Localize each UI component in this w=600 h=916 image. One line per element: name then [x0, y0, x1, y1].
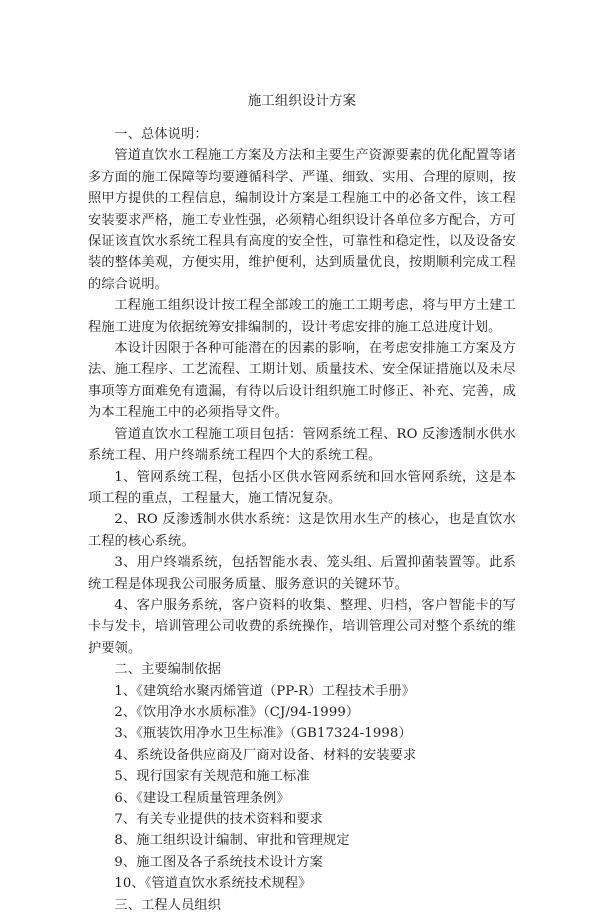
list-item: 2、《饮用净水水质标准》（CJ/94-1999） [114, 704, 360, 720]
list-item: 9、施工图及各子系统技术设计方案 [114, 854, 323, 870]
list-item: 3、《瓶装饮用净水卫生标准》（GB17324-1998） [114, 726, 412, 742]
section-heading-basis: 二、主要编制依据 [114, 662, 222, 678]
list-item: 6、《建设工程质量管理条例》 [114, 790, 290, 806]
paragraph: 本设计因限于各种可能潜在的因素的影响，在考虑安排施工方案及方法、施工程序、工艺流程、工期计划、质量技术、安全保证措施以及未尽事项等方面难免有遗漏，有待以后设计组织施工时修正、补充、完善，成为本工程施工中的必须指导文件。 [88, 341, 516, 421]
document-page [88, 92, 516, 916]
section-heading-staffing: 三、工程人员组织 [114, 897, 222, 913]
paragraph: 管道直饮水工程施工方案及方法和主要生产资源要素的优化配置等诸多方面的施工保障等均要遵循科学、严谨、细致、实用、合理的原则，按照甲方提供的工程信息，编制设计方案是工程施工中的必备文件，该工程安装要求严格，施工专业性强，必须精心组织设计各单位多方配合，方可保证该直饮水系统工程具有高度的安全性，可靠性和稳定性，以及设备安装的整体美观，方便实用，维护便利，达到质量优良，按期顺利完成工程的综合说明。 [88, 148, 516, 292]
paragraph: 管道直饮水工程施工项目包括：管网系统工程、RO 反渗透制水供水系统工程、用户终端系统工程四个大的系统工程。 [88, 426, 516, 464]
list-item: 10、《管道直饮水系统技术规程》 [114, 876, 312, 892]
paragraph: 4、客户服务系统，客户资料的收集、整理、归档，客户智能卡的写卡与发卡，培训管理公司收费的系统操作，培训管理公司对整个系统的维护要领。 [88, 597, 516, 656]
paragraph: 1、管网系统工程，包括小区供水管网系统和回水管网系统，这是本项工程的重点，工程量大，施工情况复杂。 [88, 469, 516, 506]
section-heading-overview: 一、总体说明： [114, 127, 208, 142]
list-item: 1、《建筑给水聚丙烯管道（PP-R）工程技术手册》 [114, 683, 416, 699]
paragraph: 3、用户终端系统，包括智能水表、笼头组、后置抑菌装置等。此系统工程是体现我公司服务质量、服务意识的关键环节。 [88, 555, 516, 592]
list-item: 5、现行国家有关规范和施工标准 [114, 769, 310, 785]
list-item: 8、施工组织设计编制、审批和管理规定 [114, 833, 350, 849]
paragraph: 工程施工组织设计按工程全部竣工的施工工期考虑，将与甲方土建工程施工进度为依据统筹安排编制的，设计考虑安排的施工总进度计划。 [88, 298, 516, 335]
paragraph: 2、RO 反渗透制水供水系统：这是饮用水生产的核心，也是直饮水工程的核心系统。 [88, 512, 516, 549]
list-item: 7、有关专业提供的技术资料和要求 [114, 812, 323, 827]
document-title: 施工组织设计方案 [247, 94, 357, 109]
list-item: 4、系统设备供应商及厂商对设备、材料的安装要求 [114, 747, 417, 763]
